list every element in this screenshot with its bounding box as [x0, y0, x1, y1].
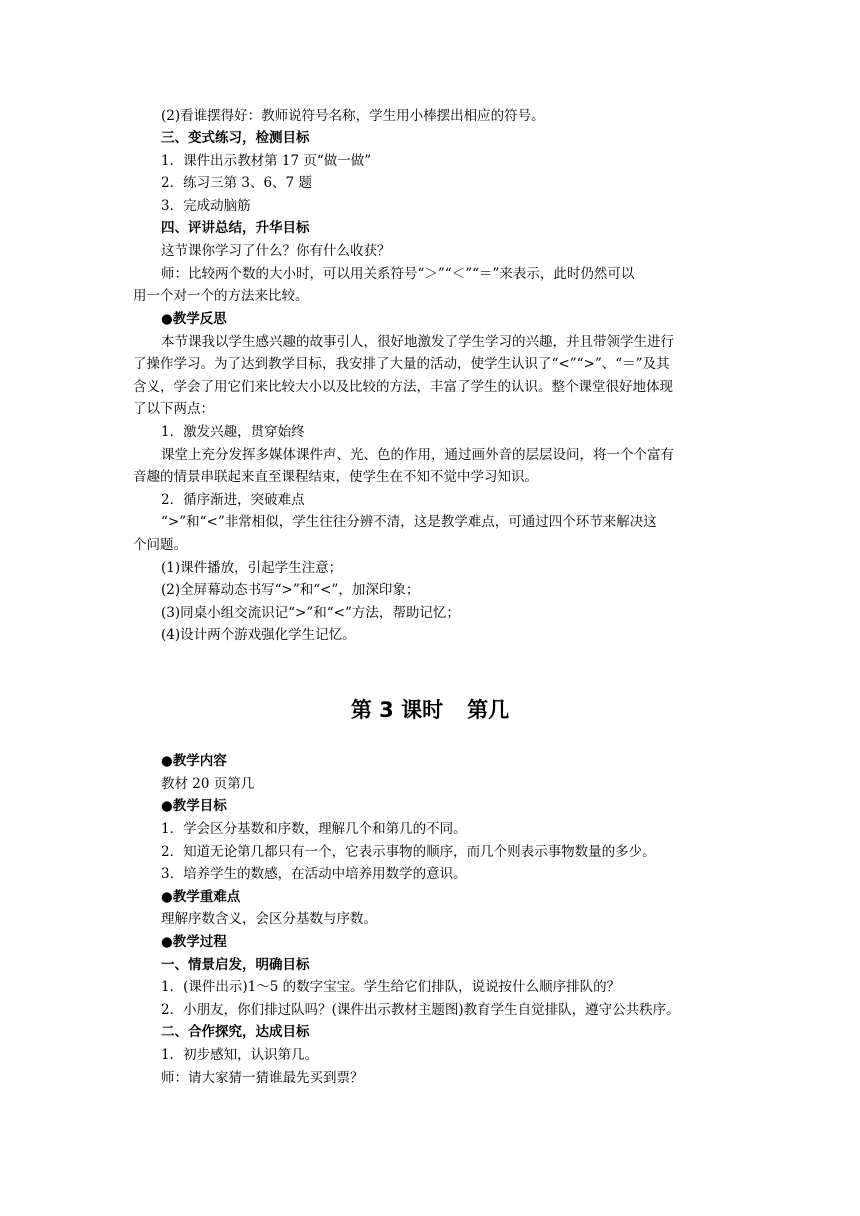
text-line: 1．(课件出示)1～5 的数字宝宝。学生给它们排队，说说按什么顺序排队的？: [161, 979, 621, 995]
text-line: 师：请大家猜一猜谁最先买到票？: [161, 1070, 364, 1086]
section-heading: ●教学反思: [161, 311, 227, 327]
text-line: “>”和“<”非常相似，学生往往分辨不清，这是教学难点，可通过四个环节来解决这: [161, 514, 657, 530]
text-line: 音趣的情景串联起来直至课程结束，使学生在不知不觉中学习知识。: [133, 469, 538, 485]
text-line: 理解序数含义，会区分基数与序数。: [161, 911, 377, 927]
text-line: (4)设计两个游戏强化学生记忆。: [161, 627, 356, 643]
text-line: 2．小朋友，你们排过队吗？(课件出示教材主题图)教育学生自觉排队，遵守公共秩序。: [161, 1002, 680, 1018]
text-line: 教材 20 页第几: [161, 776, 255, 792]
section-heading: 三、变式练习，检测目标: [161, 130, 310, 146]
section-heading: ●教学过程: [161, 934, 227, 950]
text-line: 课堂上充分发挥多媒体课件声、光、色的作用，通过画外音的层层设问，将一个个富有: [161, 447, 674, 463]
section-heading: ●教学重难点: [161, 889, 241, 905]
section-heading: 二、合作探究，达成目标: [161, 1024, 310, 1040]
text-line: 这节课你学习了什么？你有什么收获？: [161, 243, 391, 259]
section-heading: 一、情景启发，明确目标: [161, 957, 310, 973]
text-line: 个问题。: [133, 537, 187, 553]
text-line: 本节课我以学生感兴趣的故事引人，很好地激发了学生学习的兴趣，并且带领学生进行: [161, 334, 674, 350]
text-line: (1)课件播放，引起学生注意；: [161, 560, 343, 576]
text-line: 了以下两点：: [133, 401, 214, 417]
text-line: 3．完成动脑筋: [161, 198, 251, 214]
text-line: 1．课件出示教材第 17 页“做一做”: [161, 153, 372, 169]
text-line: 3．培养学生的数感，在活动中培养用数学的意识。: [161, 866, 467, 882]
text-line: 1．初步感知，认识第几。: [161, 1047, 319, 1063]
text-line: 师：比较两个数的大小时，可以用关系符号“＞”“＜”“＝”来表示，此时仍然可以: [161, 266, 635, 282]
text-line: (2)看谁摆得好：教师说符号名称，学生用小棒摆出相应的符号。: [161, 108, 545, 124]
text-line: 1．学会区分基数和序数，理解几个和第几的不同。: [161, 821, 467, 837]
lesson-name: 第几: [467, 698, 510, 722]
text-line: 了操作学习。为了达到教学目标，我安排了大量的活动，使学生认识了“<”“>”、“＝”及其: [133, 356, 670, 372]
text-line: 2．知道无论第几都只有一个，它表示事物的顺序，而几个则表示事物数量的多少。: [161, 844, 656, 860]
section-heading: ●教学目标: [161, 798, 227, 814]
lesson-number: 第 3 课时: [350, 698, 444, 722]
lesson-title: [0, 694, 860, 726]
text-line: (2)全屏幕动态书写“>”和“<”，加深印象；: [161, 582, 420, 598]
text-line: 2．循序渐进，突破难点: [161, 492, 305, 508]
text-line: 1．激发兴趣，贯穿始终: [161, 424, 305, 440]
text-line: 含义，学会了用它们来比较大小以及比较的方法，丰富了学生的认识。整个课堂很好地体现: [133, 379, 673, 395]
section-heading: ●教学内容: [161, 753, 227, 769]
text-line: 用一个对一个的方法来比较。: [133, 288, 309, 304]
text-line: 2．练习三第 3、6、7 题: [161, 175, 312, 191]
text-line: (3)同桌小组交流识记“>”和“<”方法，帮助记忆；: [161, 605, 460, 621]
section-heading: 四、评讲总结，升华目标: [161, 220, 310, 236]
